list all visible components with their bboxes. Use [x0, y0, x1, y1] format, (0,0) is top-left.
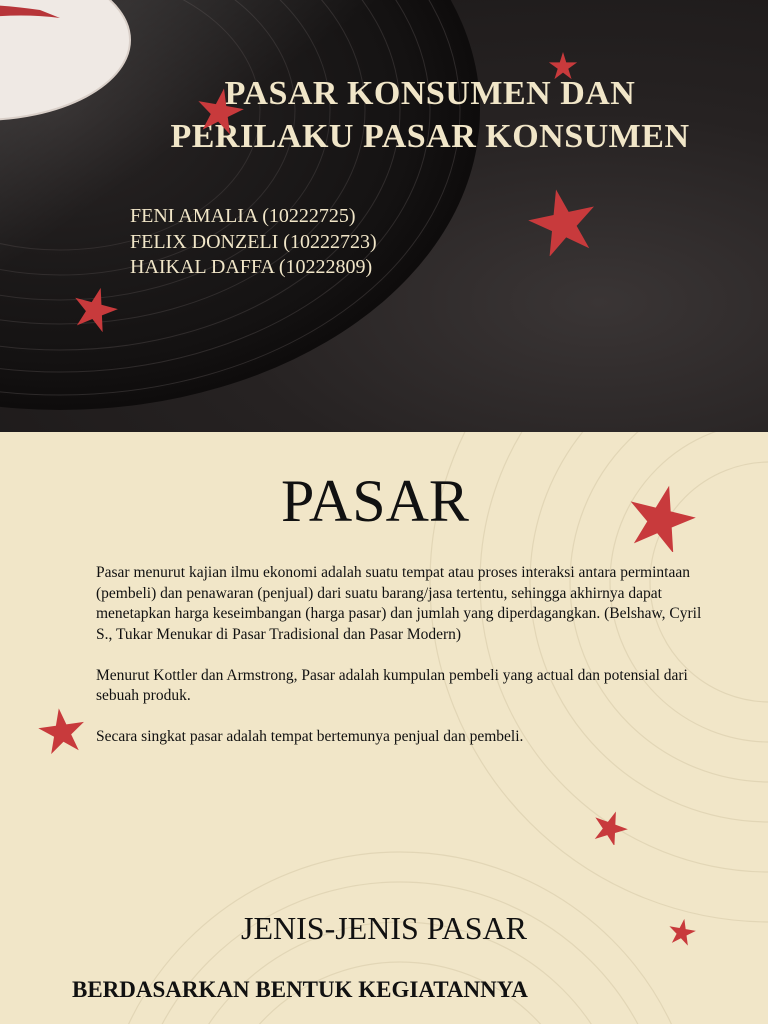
- star-icon: [38, 708, 86, 754]
- section-heading: JENIS-JENIS PASAR: [241, 910, 527, 946]
- paragraph: Menurut Kottler dan Armstrong, Pasar adalah kumpulan pembeli yang actual dan potensial dari sebuah produk.: [96, 666, 688, 704]
- paragraph: Pasar menurut kajian ilmu ekonomi adalah suatu tempat atau proses interaksi antara permintaan (pembeli) dan penawaran (penjual) dari suatu barang/jasa tertentu, sehingga akhirnya dapat menetapkan harga keseimbangan (harga pasar) dan jumlah yang diperdagangkan. (Belshaw, Cyril S., Tukar Menukar di Pasar Tradisional dan Pasar Modern): [96, 564, 702, 643]
- cover-title-line-2: PERILAKU PASAR KONSUMEN: [170, 118, 690, 155]
- sub-heading: BERDASARKAN BENTUK KEGIATANNYA: [72, 977, 528, 1002]
- star-icon: [668, 918, 696, 946]
- star-icon: [72, 286, 118, 332]
- vinyl-record-background: [0, 0, 768, 432]
- page-title: PASAR: [281, 468, 469, 534]
- star-icon: [592, 810, 628, 845]
- author-item: HAIKAL DAFFA (10222809): [130, 256, 373, 278]
- author-item: FELIX DONZELI (10222723): [130, 230, 377, 253]
- author-list: [130, 204, 377, 281]
- star-icon: [196, 88, 244, 134]
- star-icon: [528, 188, 598, 256]
- star-icon: [548, 52, 578, 80]
- star-icon: [626, 484, 696, 552]
- author-item: FENI AMALIA (10222725): [130, 205, 356, 227]
- cover-slide: [0, 0, 768, 432]
- body-text: [96, 563, 708, 768]
- content-slide: [0, 432, 768, 1024]
- paragraph: Secara singkat pasar adalah tempat bertemunya penjual dan pembeli.: [96, 728, 524, 745]
- cover-title-line-1: PASAR KONSUMEN DAN: [224, 75, 636, 112]
